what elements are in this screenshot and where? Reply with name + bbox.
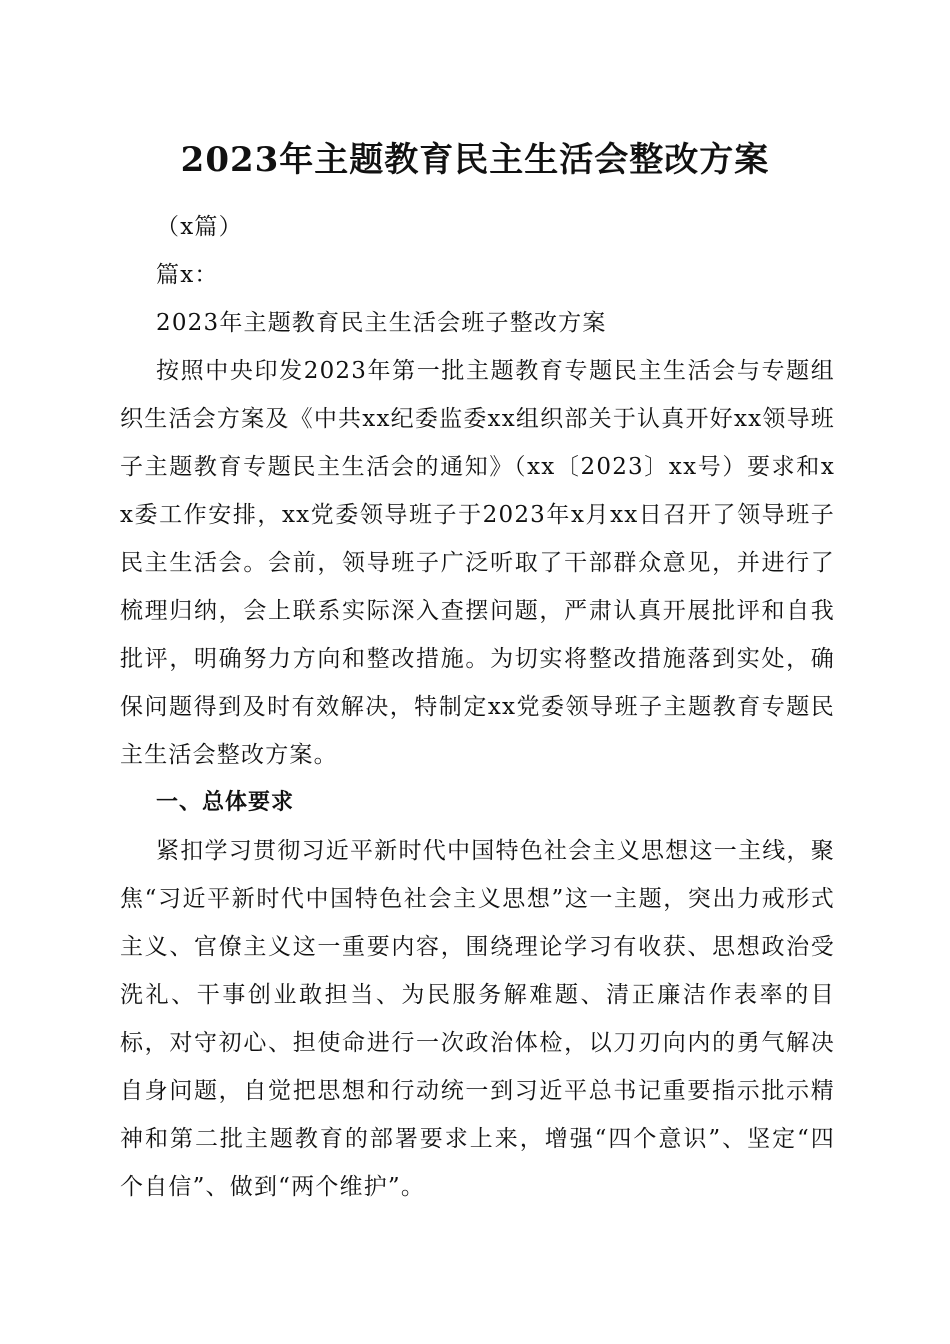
part-title: 2023年主题教育民主生活会班子整改方案: [156, 310, 607, 336]
document-subtitle: （x篇）: [156, 214, 243, 240]
intro-paragraph: 按照中央印发2023年第一批主题教育专题民主生活会与专题组织生活会方案及《中共xx纪委监委xx组织部关于认真开好xx领导班子主题教育专题民主生活会的通知》（xx〔2023〕xx号）要求和xx委工作安排，xx党委领导班子于2023年x月xx日召开了领导班子民主生活会。会前，领导班子广泛听取了干部群众意见，并进行了梳理归纳，会上联系实际深入查摆问题，严肃认真开展批评和自我批评，明确努力方向和整改措施。为切实将整改措施落到实处，确保问题得到及时有效解决，特制定xx党委领导班子主题教育专题民主生活会整改方案。: [120, 358, 835, 768]
part-label: 篇x：: [156, 262, 219, 288]
document-title: 2023年主题教育民主生活会整改方案: [180, 140, 770, 180]
section-paragraph-general-requirements: 紧扣学习贯彻习近平新时代中国特色社会主义思想这一主线，聚焦“习近平新时代中国特色社会主义思想”这一主题，突出力戒形式主义、官僚主义这一重要内容，围绕理论学习有收获、思想政治受洗礼、干事创业敢担当、为民服务解难题、清正廉洁作表率的目标，对守初心、担使命进行一次政治体检，以刀刃向内的勇气解决自身问题，自觉把思想和行动统一到习近平总书记重要指示批示精神和第二批主题教育的部署要求上来，增强“四个意识”、坚定“四个自信”、做到“两个维护”。: [120, 838, 835, 1200]
document-body: [120, 203, 835, 1211]
section-heading-general-requirements: 一、总体要求: [156, 790, 295, 815]
